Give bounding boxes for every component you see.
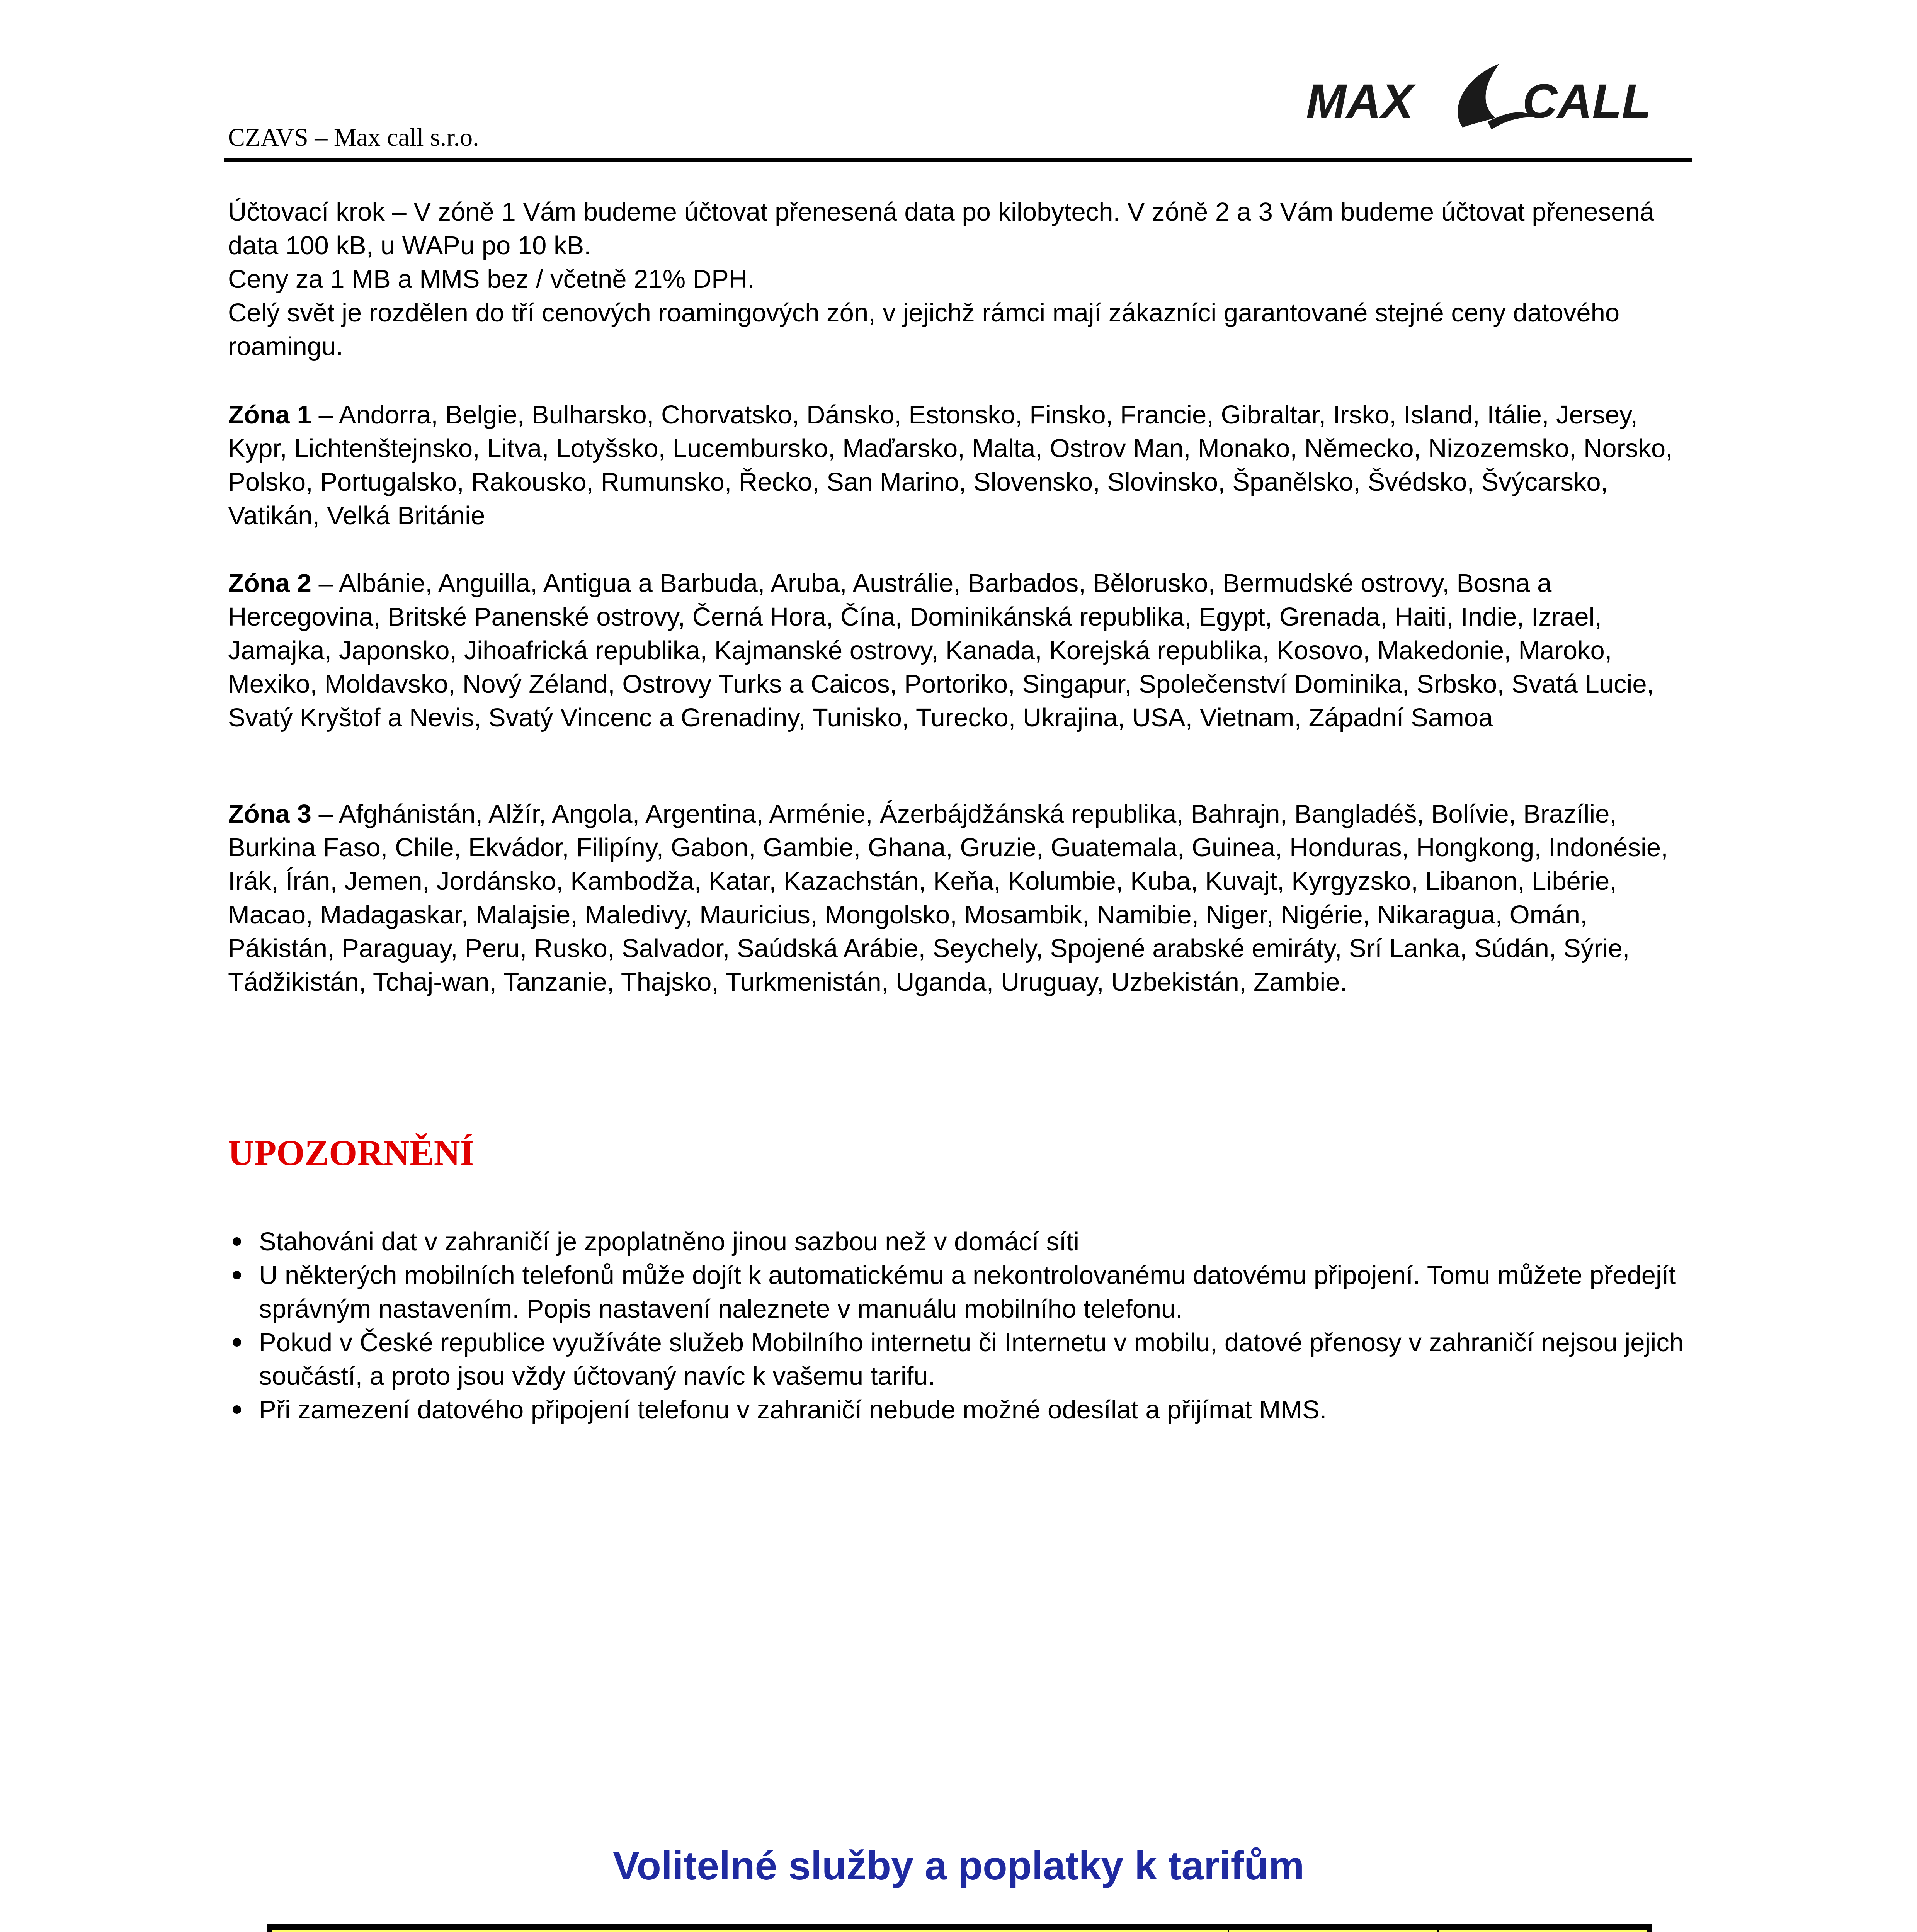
header-without-vat [1438,1929,1648,1932]
intro-zones-note: Celý svět je rozdělen do tří cenových roamingových zón, v jejichž rámci mají zákazníci garantované stejné ceny datového roamingu. [228,298,1620,361]
zone-2-paragraph [228,566,1696,735]
logo-text-right: CALL [1522,75,1652,128]
bullet-icon [233,1338,241,1347]
zone-3-label: Zóna 3 [228,799,311,828]
max-call-logo [1306,50,1673,147]
warning-item [228,1326,1696,1393]
warning-item [228,1259,1696,1326]
zone-3-paragraph [228,797,1696,999]
zone-1-paragraph [228,398,1696,532]
header-services [271,1929,1228,1932]
header-with-vat [1228,1929,1438,1932]
warning-item-text: Pokud v České republice využíváte služeb Mobilního internetu či Internetu v mobilu, datové přenosy v zahraničí nejsou jejich součástí, a proto jsou vždy účtovaný navíc k vašemu tarifu. [259,1328,1684,1391]
warning-list [228,1225,1696,1427]
zone-3-countries: – Afghánistán, Alžír, Angola, Argentina, Arménie, Ázerbájdžánská republika, Bahrajn, Bangladéš, Bolívie, Brazílie, Burkina Faso, Chile, Ekvádor, Filipíny, Gabon, Gambie, Ghana, Gruzie, Guatemala, Guinea, Honduras, Hongkong, Indonésie, Irák, Írán, Jemen, Jordánsko, Kambodža, Katar, Kazachstán, Keňa, Kolumbie, Kuba, Kuvajt, Kyrgyzsko, Libanon, Libérie, Macao, Madagaskar, Malajsie, Maledivy, Mauricius, Mongolsko, Mosambik, Namibie, Niger, Nigérie, Nikaragua, Omán, Pákistán, Paraguay, Peru, Rusko, Salvador, Saúdská Arábie, Seychely, Spojené arabské emiráty, Srí Lanka, Súdán, Sýrie, Tádžikistán, Tchaj-wan, Tanzanie, Thajsko, Turkmenistán, Uganda, Uruguay, Uzbekistán, Zambie. [228,799,1668,997]
bullet-icon [233,1405,241,1414]
intro-price-note: Ceny za 1 MB a MMS bez / včetně 21% DPH. [228,265,755,294]
bullet-icon [233,1271,241,1279]
logo-text-left: MAX [1306,75,1414,128]
warning-item [228,1393,1696,1427]
services-table [270,1928,1648,1932]
zone-2-label: Zóna 2 [228,569,311,598]
header-company: CZAVS – Max call s.r.o. [228,123,479,151]
intro-billing-step: Účtovací krok – V zóně 1 Vám budeme účtovat přenesená data po kilobytech. V zóně 2 a 3 Vám budeme účtovat přenesená data 100 kB, u WAPu po 10 kB. [228,197,1654,260]
bullet-icon [233,1237,241,1246]
services-title: Volitelné služby a poplatky k tarifům [612,1844,1305,1888]
warning-item-text: Při zamezení datového připojení telefonu v zahraničí nebude možné odesílat a přijímat MMS. [259,1395,1327,1424]
zone-1-countries: – Andorra, Belgie, Bulharsko, Chorvatsko, Dánsko, Estonsko, Finsko, Francie, Gibraltar, Irsko, Island, Itálie, Jersey, Kypr, Lichtenštejnsko, Litva, Lotyšsko, Lucembursko, Maďarsko, Malta, Ostrov Man, Monako, Německo, Nizozemsko, Norsko, Polsko, Portugalsko, Rakousko, Rumunsko, Řecko, San Marino, Slovensko, Slovinsko, Španělsko, Švédsko, Švýcarsko, Vatikán, Velká Británie [228,400,1673,530]
intro-text [228,195,1696,363]
warning-item [228,1225,1696,1259]
table-header-row [271,1929,1648,1932]
zone-2-countries: – Albánie, Anguilla, Antigua a Barbuda, Aruba, Austrálie, Barbados, Bělorusko, Bermudské ostrovy, Bosna a Hercegovina, Britské Panenské ostrovy, Černá Hora, Čína, Dominikánská republika, Egypt, Grenada, Haiti, Indie, Izrael, Jamajka, Japonsko, Jihoafrická republika, Kajmanské ostrovy, Kanada, Korejská republika, Kosovo, Makedonie, Maroko, Mexiko, Moldavsko, Nový Zéland, Ostrovy Turks a Caicos, Portoriko, Singapur, Společenství Dominika, Srbsko, Svatá Lucie, Svatý Kryštof a Nevis, Svatý Vincenc a Grenadiny, Tunisko, Turecko, Ukrajina, USA, Vietnam, Západní Samoa [228,569,1654,732]
zone-1-label: Zóna 1 [228,400,311,429]
header-divider [224,158,1692,162]
warning-item-text: Stahováni dat v zahraničí je zpoplatněno jinou sazbou než v domácí síti [259,1227,1079,1256]
warning-item-text: U některých mobilních telefonů může dojít k automatickému a nekontrolovanému datovému připojení. Tomu můžete předejít správným nastavením. Popis nastavení naleznete v manuálu mobilního telefonu. [259,1261,1676,1323]
warning-title: UPOZORNĚNÍ [228,1133,475,1173]
